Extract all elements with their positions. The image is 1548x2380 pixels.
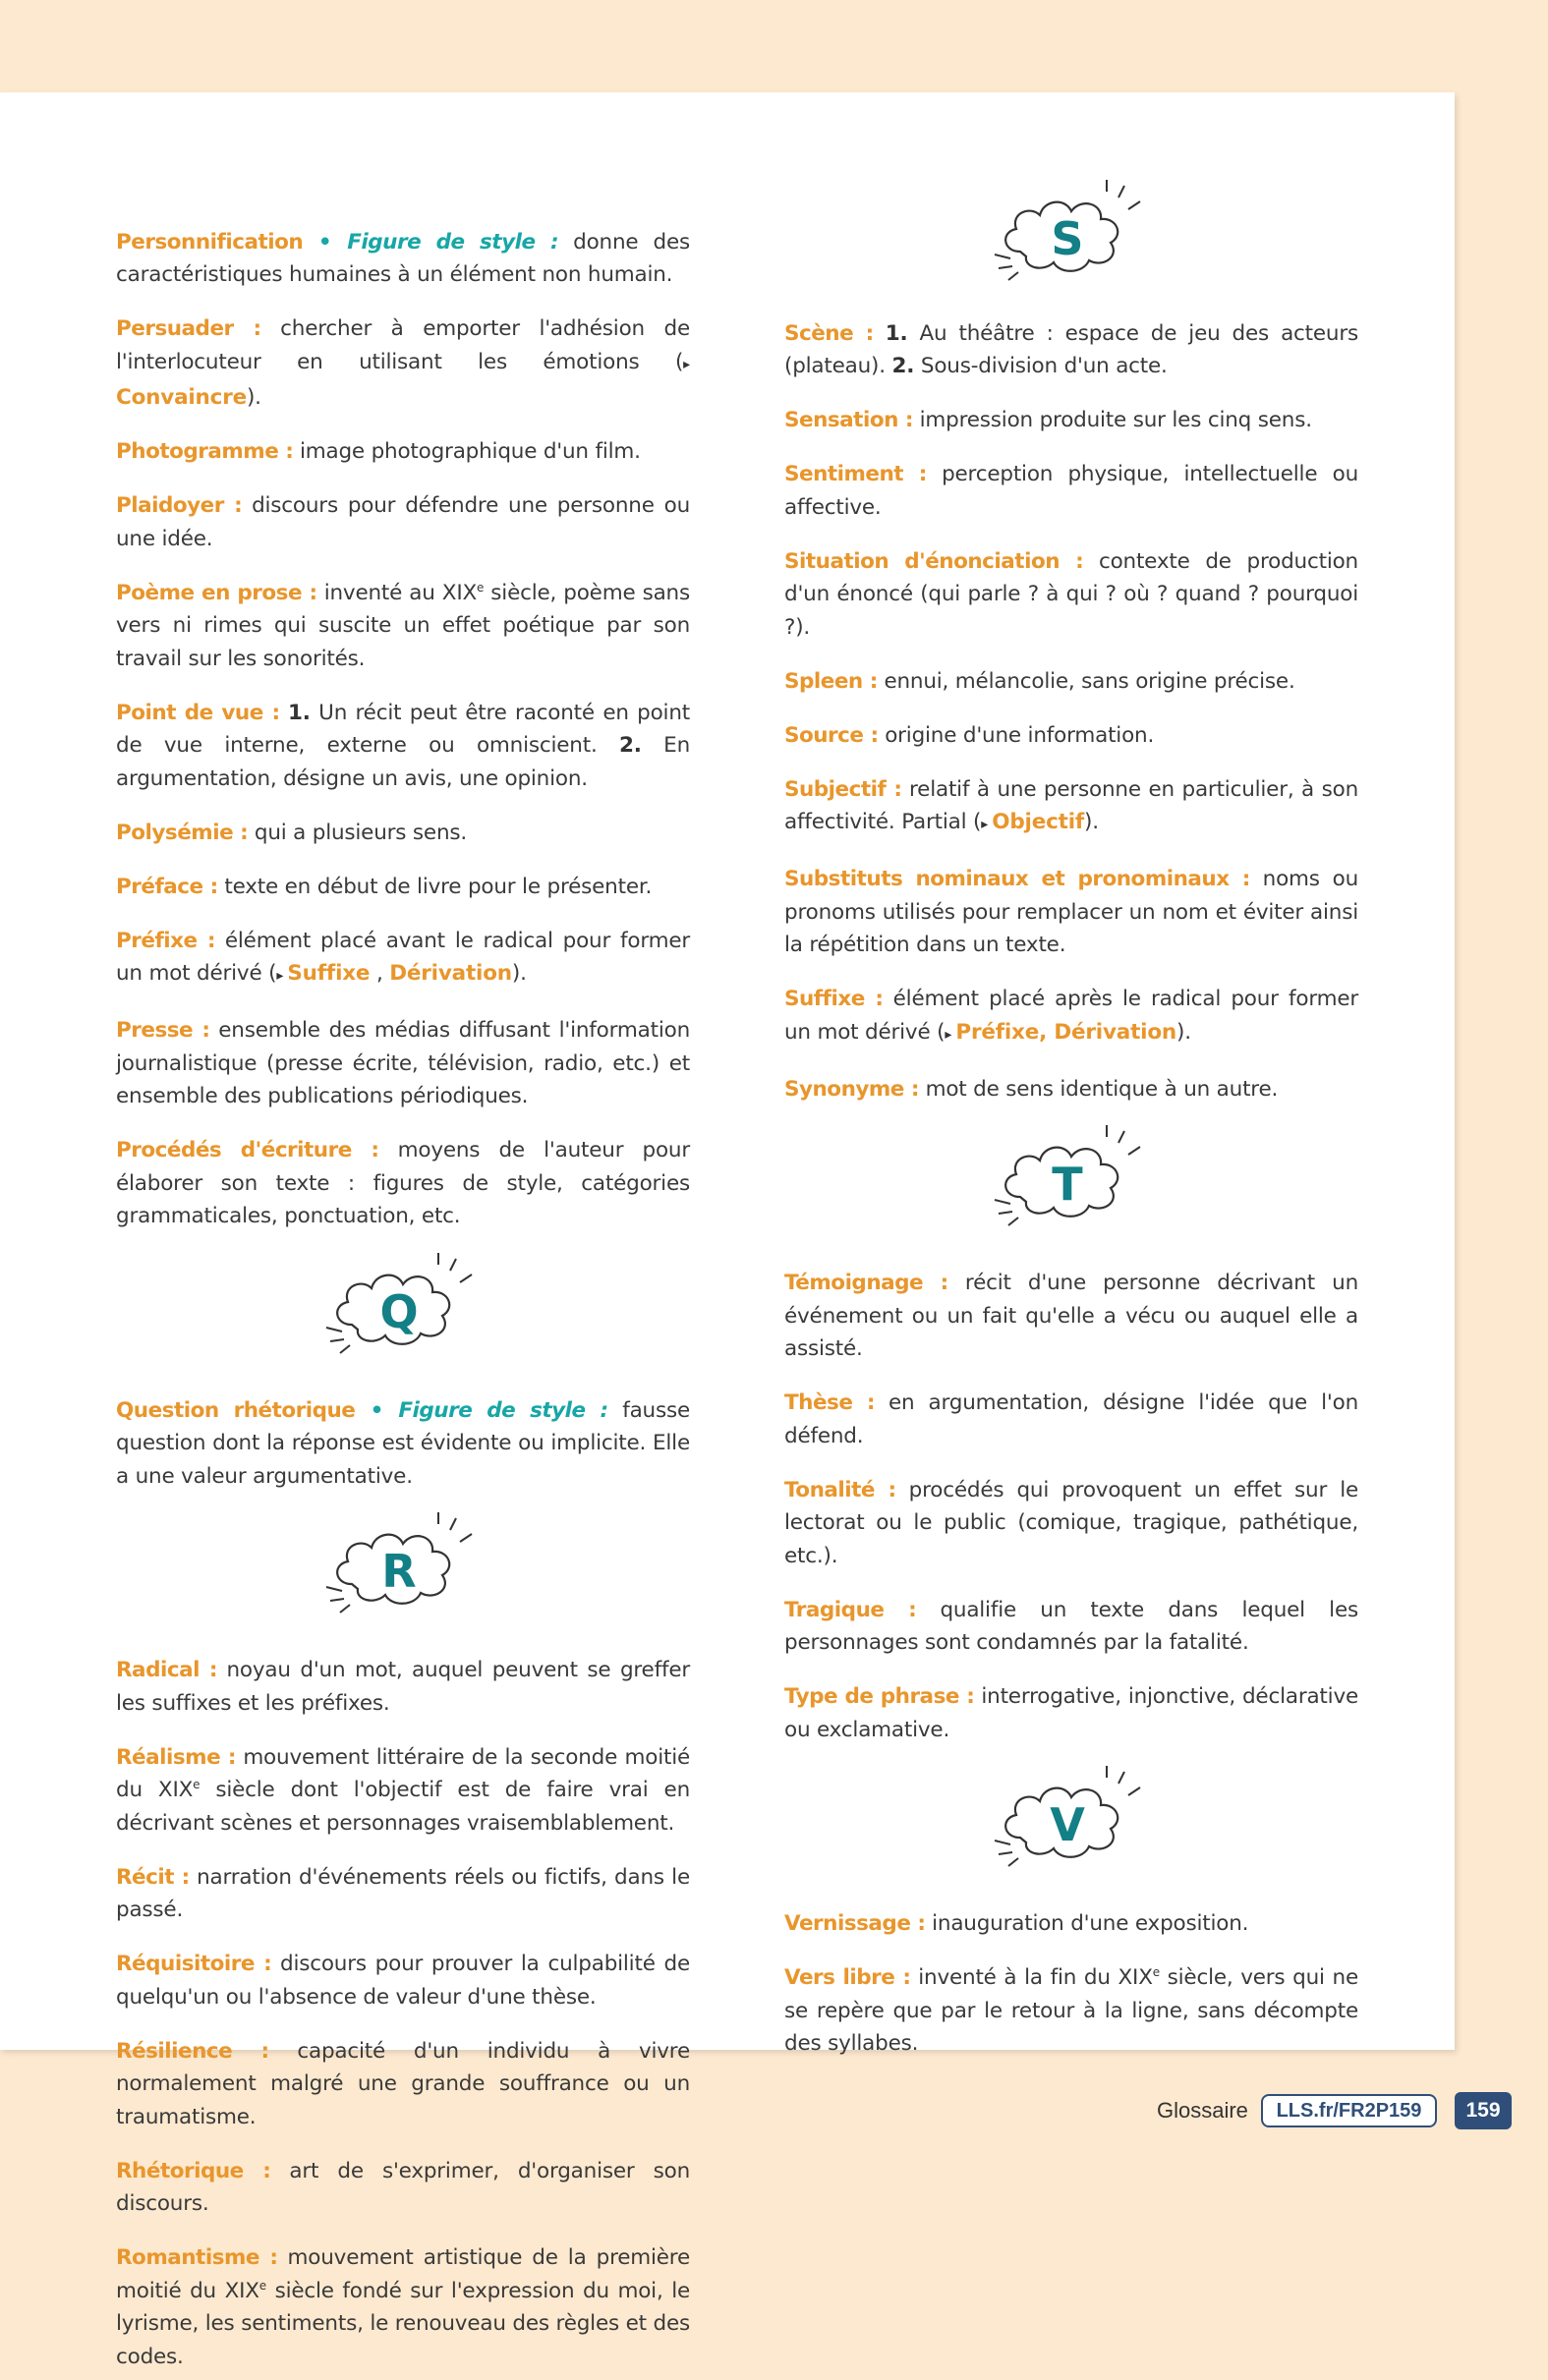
entry-term: Presse : bbox=[116, 1018, 210, 1043]
entry-text: siècle fondé sur l'expression du moi, le lyrisme, les sentiments, le renouveau des règles et des codes. bbox=[116, 2278, 690, 2369]
entry-text: discours pour prouver la culpabilité de quelqu'un ou l'absence de valeur d'une thèse. bbox=[116, 1952, 690, 2010]
superscript: e bbox=[477, 580, 485, 595]
glossary-entry bbox=[784, 1907, 1358, 1941]
entry-term: Témoignage : bbox=[784, 1271, 948, 1295]
entry-text: qui a plusieurs sens. bbox=[248, 820, 468, 845]
glossary-entry bbox=[784, 1073, 1358, 1106]
entry-term: Source : bbox=[784, 722, 879, 748]
arrow-right-icon: ▸ bbox=[981, 817, 993, 832]
entry-term: Synonyme : bbox=[784, 1076, 919, 1102]
entry-text: ensemble des médias diffusant l'information journalistique (presse écrite, télévision, radio, etc.) et ensemble des publications périodiques. bbox=[116, 1018, 690, 1108]
entry-text: siècle, poème sans vers ni rimes qui suscite un effet poétique par son travail sur les sonorités. bbox=[116, 580, 690, 671]
entry-text: origine d'une information. bbox=[878, 722, 1155, 748]
entry-term: Procédés d'écriture : bbox=[116, 1138, 379, 1162]
glossary-entry bbox=[116, 577, 690, 676]
arrow-right-icon: ▸ bbox=[276, 968, 288, 984]
entry-text: inventé à la fin du XIX bbox=[910, 1965, 1153, 1990]
cloud-icon bbox=[313, 1251, 489, 1369]
entry-number: 1. bbox=[885, 320, 908, 346]
entry-text: contexte de production d'un énoncé (qui parle ? à qui ? où ? quand ? pourquoi ?). bbox=[784, 548, 1358, 640]
glossary-entry bbox=[784, 1594, 1358, 1660]
glossary-entry bbox=[784, 1267, 1358, 1366]
entry-term: Préfixe : bbox=[116, 928, 215, 953]
glossary-entry bbox=[784, 1474, 1358, 1573]
glossary-entry bbox=[116, 925, 690, 993]
glossary-entry bbox=[784, 1961, 1358, 2061]
entry-text: fausse question dont la réponse est évidente ou implicite. Elle a une valeur argumentative. bbox=[116, 1397, 690, 1489]
entry-text: récit d'une personne décrivant un événement ou un fait qu'elle a vécu ou auquel elle a assisté. bbox=[784, 1271, 1358, 1361]
glossary-entry bbox=[116, 226, 690, 292]
section-letter: Q bbox=[379, 1284, 419, 1338]
cloud-icon bbox=[313, 1510, 489, 1628]
entry-text: impression produite sur les cinq sens. bbox=[913, 408, 1312, 432]
cross-reference[interactable]: Objectif bbox=[992, 810, 1085, 834]
entry-term: Radical : bbox=[116, 1658, 217, 1682]
entry-text: art de s'exprimer, d'organiser son discours. bbox=[116, 2158, 691, 2216]
glossary-entry bbox=[116, 1861, 690, 1927]
entry-term: Suffixe : bbox=[784, 987, 884, 1011]
entry-term: Point de vue : bbox=[116, 700, 280, 725]
entry-text: , bbox=[370, 961, 390, 986]
entry-text: relatif à une personne en particulier, à son affectivité. Partial ( bbox=[784, 776, 1358, 834]
entry-text: Sous-division d'un acte. bbox=[914, 354, 1168, 378]
cross-reference[interactable]: Convaincre bbox=[116, 385, 247, 410]
entry-number: 1. bbox=[288, 700, 311, 725]
glossary-entry bbox=[116, 1948, 690, 2013]
entry-text: inauguration d'une exposition. bbox=[925, 1911, 1249, 1936]
entry-term: Préface : bbox=[116, 874, 218, 899]
entry-text: texte en début de livre pour le présenter. bbox=[217, 874, 653, 899]
entry-term: Réalisme : bbox=[116, 1744, 236, 1770]
entry-text: En argumentation, désigne un avis, une opinion. bbox=[116, 733, 690, 791]
entry-text: capacité d'un individu à vivre normalement malgré une grande souffrance ou un traumatisme. bbox=[116, 2038, 690, 2129]
entry-term: Récit : bbox=[116, 1864, 190, 1890]
entry-text: procédés qui provoquent un effet sur le lectorat ou le public (comique, tragique, pathétique, etc.). bbox=[784, 1477, 1358, 1568]
entry-text: siècle dont l'objectif est de faire vrai en décrivant scènes et personnages vraisemblablement. bbox=[116, 1778, 690, 1836]
entry-term: Polysémie : bbox=[116, 820, 249, 845]
superscript: e bbox=[258, 2278, 266, 2293]
entry-term: Subjectif : bbox=[784, 776, 902, 802]
cross-reference[interactable]: Dérivation bbox=[389, 961, 512, 986]
page-number: 159 bbox=[1455, 2092, 1512, 2129]
glossary-entry bbox=[116, 489, 690, 555]
entry-text: image photographique d'un film. bbox=[293, 439, 641, 464]
entry-term: Romantisme : bbox=[116, 2245, 278, 2270]
entry-term: Thèse : bbox=[784, 1390, 875, 1415]
section-letter: V bbox=[1050, 1798, 1085, 1851]
glossary-entry bbox=[116, 312, 690, 415]
glossary-entry bbox=[116, 1134, 690, 1233]
entry-text: mouvement artistique de la première moitié du XIX bbox=[116, 2245, 690, 2303]
glossary-entry bbox=[784, 719, 1358, 753]
entry-text: ). bbox=[246, 385, 261, 410]
glossary-entry bbox=[116, 871, 690, 904]
entry-text: discours pour défendre une personne ou une idée. bbox=[116, 493, 690, 551]
entry-number: 2. bbox=[619, 733, 642, 758]
entry-text: ). bbox=[511, 961, 527, 986]
cross-reference[interactable]: Préfixe, Dérivation bbox=[955, 1019, 1177, 1045]
entry-term: Tragique : bbox=[784, 1597, 917, 1622]
footer-section-label: Glossaire bbox=[1157, 2098, 1248, 2123]
entry-text: mot de sens identique à un autre. bbox=[918, 1076, 1279, 1102]
entry-term: Question rhétorique bbox=[116, 1397, 356, 1423]
entry-term: Poème en prose : bbox=[116, 580, 317, 605]
entry-text: élément placé avant le radical pour former un mot dérivé ( bbox=[116, 928, 690, 986]
entry-term: Scène : bbox=[784, 320, 874, 346]
entry-text: perception physique, intellectuelle ou affective. bbox=[784, 462, 1358, 520]
glossary-entry bbox=[784, 545, 1358, 645]
glossary-entry bbox=[784, 983, 1358, 1051]
glossary-entry bbox=[784, 404, 1358, 437]
glossary-entry bbox=[784, 317, 1358, 383]
cloud-icon bbox=[981, 1123, 1158, 1241]
entry-text: ). bbox=[1176, 1019, 1191, 1045]
entry-term: Type de phrase : bbox=[784, 1684, 975, 1709]
section-letter: S bbox=[1051, 212, 1084, 265]
entry-term: Personnification bbox=[116, 229, 304, 255]
entry-text: en argumentation, désigne l'idée que l'on défend. bbox=[784, 1390, 1359, 1448]
entry-text: moyens de l'auteur pour élaborer son texte : figures de style, catégories grammaticales, ponctuation, etc. bbox=[116, 1138, 690, 1228]
entry-text: donne des caractéristiques humaines à un élément non humain. bbox=[116, 229, 690, 287]
entry-text: noms ou pronoms utilisés pour remplacer un nom et éviter ainsi la répétition dans un texte. bbox=[784, 867, 1358, 957]
glossary-entry bbox=[116, 1654, 690, 1720]
entry-term: Résilience : bbox=[116, 2038, 269, 2064]
glossary-entry bbox=[784, 665, 1358, 699]
entry-text: chercher à emporter l'adhésion de l'interlocuteur en utilisant les émotions ( bbox=[116, 316, 690, 374]
entry-term: Photogramme : bbox=[116, 439, 294, 464]
entry-text: narration d'événements réels ou fictifs, dans le passé. bbox=[116, 1864, 690, 1922]
glossary-entry bbox=[784, 863, 1358, 962]
entry-term: Sentiment : bbox=[784, 462, 927, 486]
glossary-entry bbox=[116, 1014, 690, 1113]
glossary-entry bbox=[784, 458, 1358, 524]
entry-text: mouvement littéraire de la seconde moitié du XIX bbox=[116, 1744, 690, 1802]
glossary-entry bbox=[116, 1741, 690, 1841]
arrow-right-icon: ▸ bbox=[945, 1026, 956, 1043]
entry-text: interrogative, injonctive, déclarative ou exclamative. bbox=[784, 1684, 1358, 1742]
figure-tag: Figure de style : bbox=[347, 229, 559, 255]
cross-reference[interactable]: Suffixe bbox=[287, 961, 371, 986]
entry-term: Spleen : bbox=[784, 668, 878, 694]
right-column bbox=[784, 212, 1359, 2068]
glossary-entry bbox=[116, 2035, 690, 2134]
section-letter: R bbox=[381, 1545, 417, 1598]
entry-text: siècle, vers qui ne se repère que par le retour à la ligne, sans décompte des syllabes. bbox=[784, 1965, 1359, 2056]
entry-text: inventé au XIX bbox=[316, 580, 477, 605]
entry-term: Plaidoyer : bbox=[116, 493, 243, 518]
glossary-entry bbox=[116, 817, 690, 850]
glossary-entry bbox=[116, 2155, 690, 2221]
entry-text: élément placé après le radical pour former un mot dérivé ( bbox=[784, 987, 1358, 1045]
entry-text: Un récit peut être raconté en point de vue interne, externe ou omniscient. bbox=[116, 700, 690, 758]
bullet-separator: • bbox=[355, 1397, 399, 1423]
entry-term: Vers libre : bbox=[784, 1965, 911, 1990]
superscript: e bbox=[193, 1777, 201, 1791]
entry-text: ennui, mélancolie, sans origine précise. bbox=[877, 668, 1295, 694]
entry-term: Vernissage : bbox=[784, 1911, 926, 1936]
superscript: e bbox=[1152, 1964, 1160, 1979]
entry-term: Substituts nominaux et pronominaux : bbox=[784, 867, 1250, 891]
arrow-right-icon: ▸ bbox=[683, 356, 690, 372]
glossary-entry bbox=[784, 1387, 1358, 1452]
bullet-separator: • bbox=[303, 229, 348, 255]
entry-text: Au théâtre : espace de jeu des acteurs (plateau). bbox=[784, 320, 1358, 378]
cloud-icon bbox=[981, 1764, 1158, 1882]
entry-text: qualifie un texte dans lequel les personnages sont condamnés par la fatalité. bbox=[784, 1597, 1358, 1655]
cloud-icon bbox=[981, 178, 1158, 296]
section-letter: T bbox=[1052, 1158, 1083, 1211]
glossary-entry bbox=[784, 1680, 1358, 1746]
entry-term: Persuader : bbox=[116, 316, 261, 341]
entry-number: 2. bbox=[891, 354, 915, 378]
glossary-entry bbox=[116, 697, 690, 796]
entry-term: Sensation : bbox=[784, 408, 913, 432]
page-footer bbox=[1140, 2094, 1548, 2135]
glossary-entry bbox=[116, 1394, 690, 1494]
left-column bbox=[116, 204, 690, 2380]
footer-lls-link[interactable]: LLS.fr/FR2P159 bbox=[1261, 2094, 1437, 2127]
entry-term: Réquisitoire : bbox=[116, 1952, 272, 1976]
glossary-entry bbox=[116, 2241, 690, 2373]
entry-term: Situation d'énonciation : bbox=[784, 548, 1084, 574]
entry-term: Tonalité : bbox=[784, 1477, 896, 1502]
entry-text: noyau d'un mot, auquel peuvent se greffer les suffixes et les préfixes. bbox=[116, 1658, 690, 1716]
entry-text: ). bbox=[1084, 810, 1099, 834]
glossary-entry bbox=[784, 773, 1358, 842]
figure-tag: Figure de style : bbox=[398, 1397, 608, 1423]
glossary-entry bbox=[116, 435, 690, 469]
entry-term: Rhétorique : bbox=[116, 2158, 271, 2183]
